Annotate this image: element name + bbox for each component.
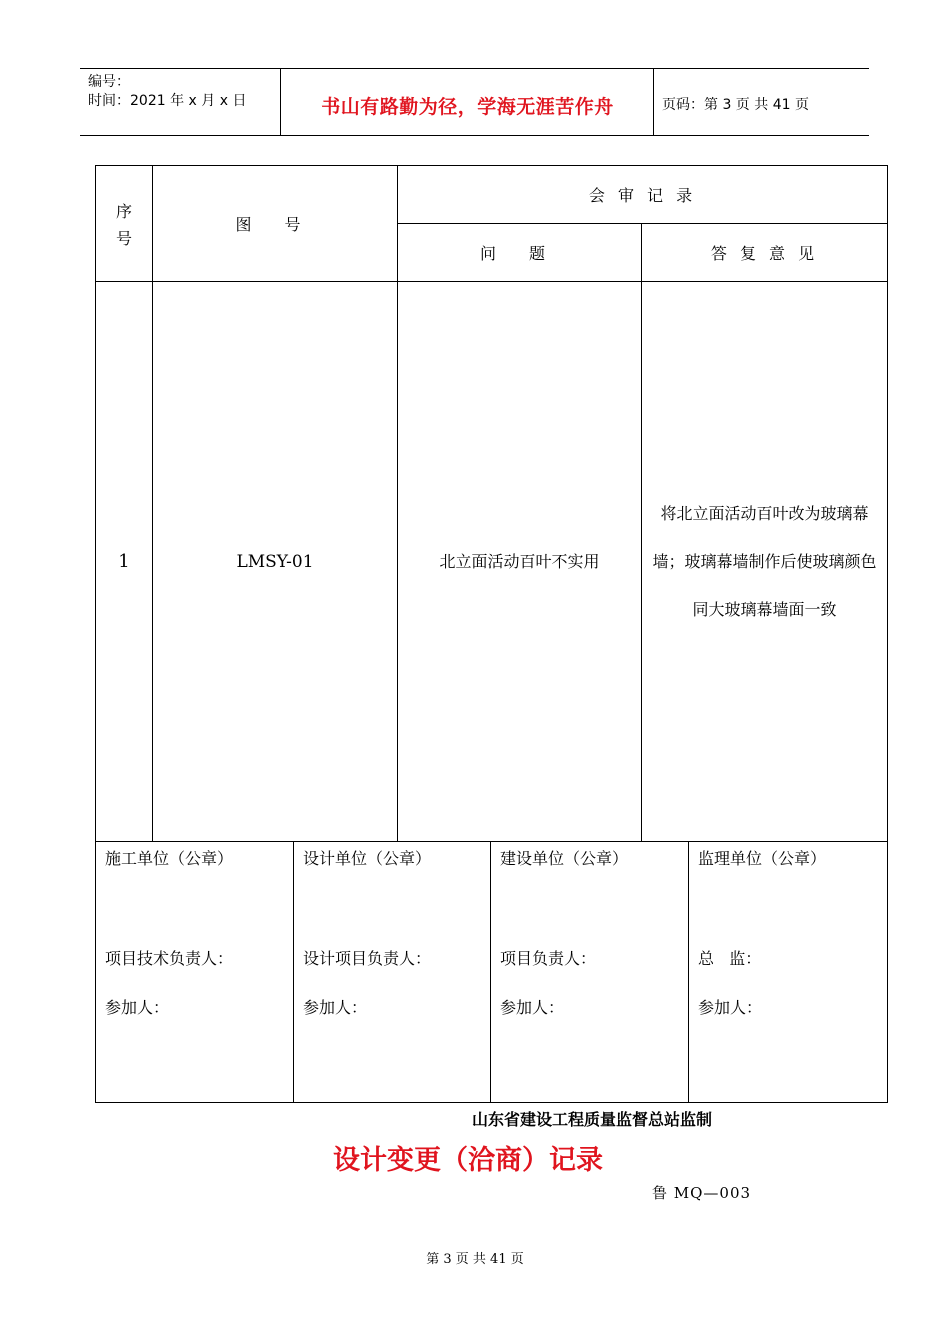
participants-label: 参加人： xyxy=(105,998,170,1017)
serial-label: 编号： xyxy=(88,74,130,90)
table-row xyxy=(96,282,888,842)
row-drawing: LMSY-01 xyxy=(153,282,398,842)
document-title: 设计变更（洽商）记录 xyxy=(333,1145,603,1176)
responsible-person-label: 总 监： xyxy=(698,949,762,968)
signature-cell-supervision xyxy=(689,841,888,1103)
participants-label: 参加人： xyxy=(500,998,565,1017)
header-bottom-rule xyxy=(80,135,869,136)
answer-header: 答 复 意 见 xyxy=(642,224,888,282)
responsible-person-label: 设计项目负责人： xyxy=(303,949,432,968)
unit-label: 施工单位（公章） xyxy=(105,849,234,868)
question-header: 问 题 xyxy=(398,224,642,282)
signature-table xyxy=(95,841,888,1103)
responsible-person-label: 项目技术负责人： xyxy=(105,949,234,968)
responsible-person-label: 项目负责人： xyxy=(500,949,597,968)
header-top-rule xyxy=(80,68,869,69)
participants-label: 参加人： xyxy=(698,998,763,1017)
seq-header-char-1: 序 xyxy=(115,201,132,221)
page-label: 页码：第 3 页 共 41 页 xyxy=(662,97,809,113)
participants-label: 参加人： xyxy=(303,998,368,1017)
page-footer: 第 3 页 共 41 页 xyxy=(426,1252,524,1267)
header-divider-right xyxy=(653,68,654,135)
unit-label: 监理单位（公章） xyxy=(698,849,827,868)
time-label: 时间：2021 年 x 月 x 日 xyxy=(88,93,247,109)
row-question: 北立面活动百叶不实用 xyxy=(398,282,642,842)
unit-label: 建设单位（公章） xyxy=(500,849,629,868)
review-table xyxy=(95,165,888,842)
signature-cell-owner xyxy=(491,841,689,1103)
motto: 书山有路勤为径，学海无涯苦作舟 xyxy=(321,96,614,118)
form-code: 鲁 MQ—003 xyxy=(652,1184,752,1202)
drawing-header: 图 号 xyxy=(153,166,398,282)
unit-label: 设计单位（公章） xyxy=(303,849,432,868)
review-record-header: 会 审 记 录 xyxy=(398,166,888,224)
header-divider-left xyxy=(280,68,281,135)
seq-header-char-2: 号 xyxy=(115,228,132,248)
seq-header xyxy=(96,166,153,282)
signature-cell-construction xyxy=(96,841,294,1103)
issuing-organization: 山东省建设工程质量监督总站监制 xyxy=(472,1110,713,1129)
signature-cell-design xyxy=(294,841,491,1103)
row-seq: 1 xyxy=(96,282,153,842)
row-answer: 将北立面活动百叶改为玻璃幕墙；玻璃幕墙制作后使玻璃颜色同大玻璃幕墙面一致 xyxy=(642,282,888,842)
